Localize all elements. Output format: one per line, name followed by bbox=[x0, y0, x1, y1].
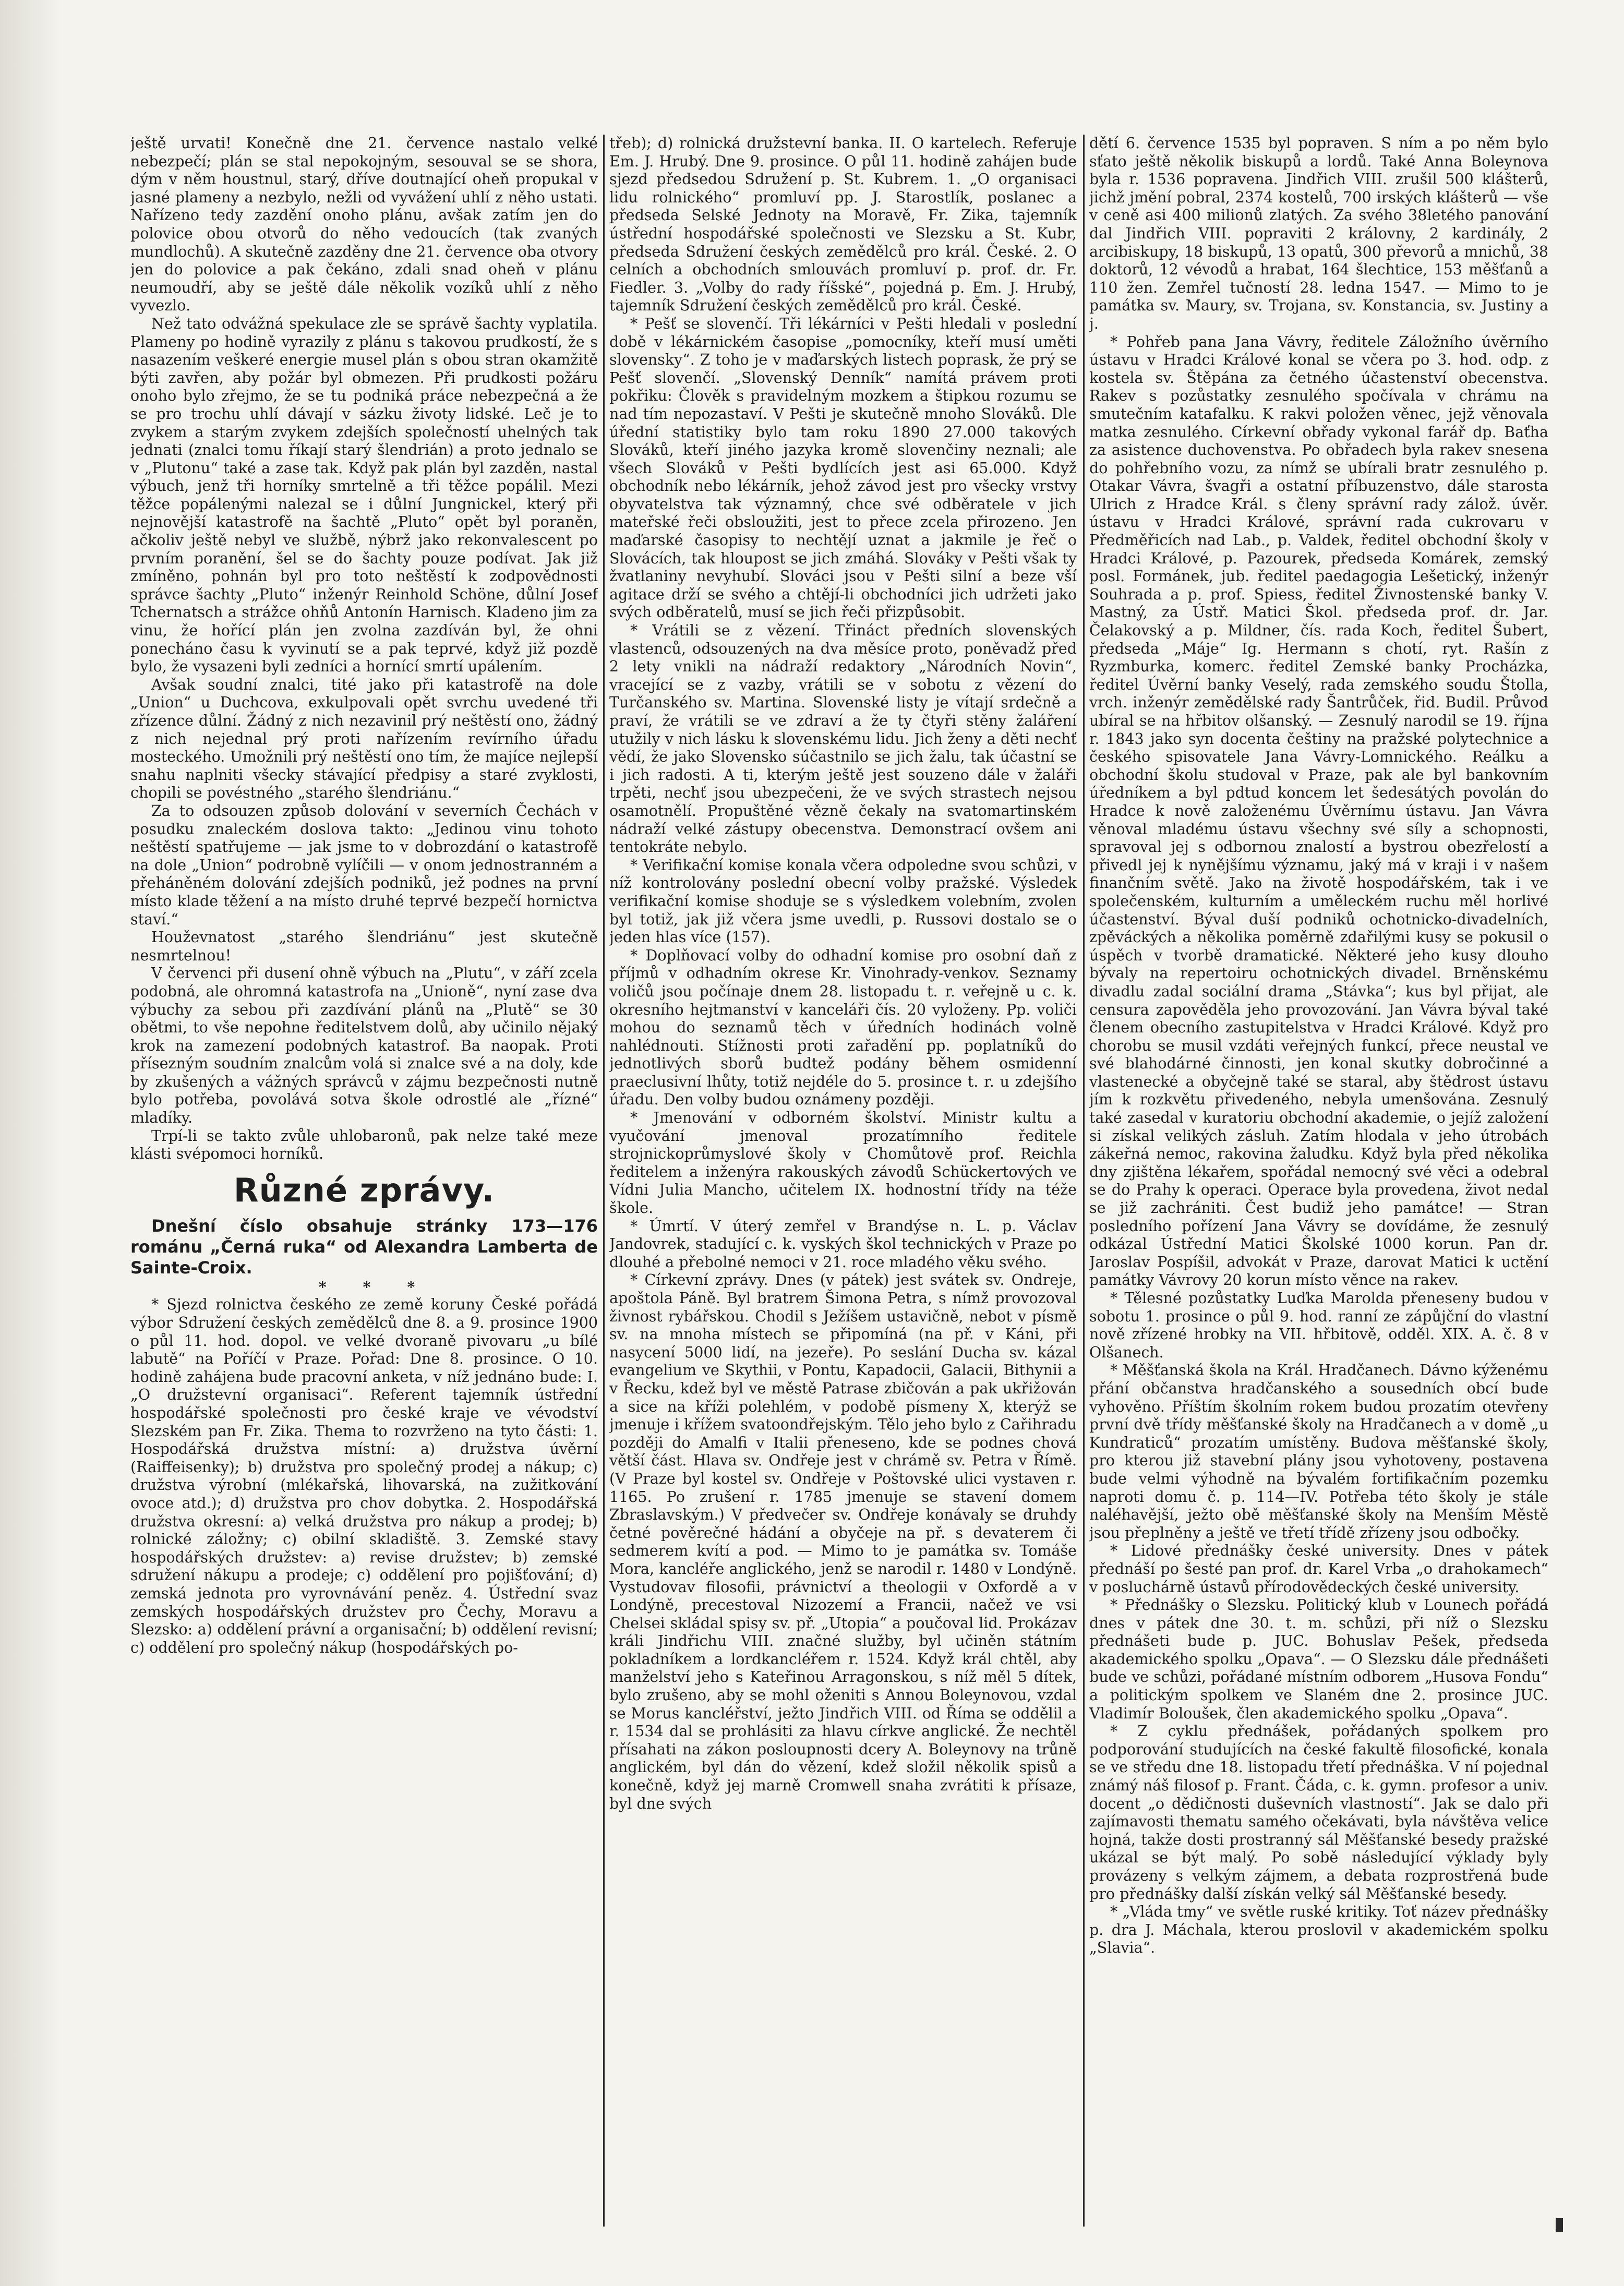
column-rule bbox=[1083, 135, 1085, 2227]
article-paragraph: Avšak soudní znalci, tité jako při katastrofě na dole „Union“ u Duchcova, exkulpovali opět svrchu uvedené tři zřízence důlní. Žádný z nich nezavinil prý neštěstí ono, žádný z nich nejednal prý proti nařízením revírního úřadu mosteckého. Umožnili prý neštěstí ono tím, že majíce nejlepší snahu naplniti všecky stávající předpisy a staré zvyklosti, chopili se povéstného „starého šlendriánu.“ bbox=[130, 676, 598, 802]
news-item: třeb); d) rolnická družstevní banka. II. O kartelech. Referuje Em. J. Hrubý. Dne 9. prosince. O půl 11. hodině zahájen bude sjezd předsedou Sdružení p. St. Kubrem. 1. „O organisaci lidu rolnického“ promluví pp. J. Starostlík, poslanec a předseda Selské Jednoty na Moravě, Fr. Zika, tajemník ústřední hospodářské společnosti ve Slezsku a St. Kubr, předseda Sdružení českých zemědělců pro král. České. 2. O celních a obchodních smlouvách promluví p. prof. dr. Fr. Fiedler. 3. „Volby do rady říšské“, pojedná p. Em. J. Hrubý, tajemník Sdružení českých zemědělců pro král. České. bbox=[609, 135, 1077, 315]
news-item: * Úmrtí. V úterý zemřel v Brandýse n. L. p. Václav Jandovrek, stadující c. k. vyských škol technických v Praze po dlouhé a přebolné nemoci v 21. roce mladého věku svého. bbox=[609, 1217, 1077, 1271]
news-item: * Pešť se slovenčí. Tři lékárníci v Pešti hledali v poslední době v lékárnickém časopise „pomocníky, kteří musí uměti slovensky“. Z toho je v maďarských listech poprask, že prý se Pešť slovenčí. „Slovenský Denník“ namítá právem proti pokřiku: Člověk s pravidelným mozkem a štipkou rozumu se nad tím nepozastaví. V Pešti je skutečně mnoho Slováků. Dle úřední statistiky bylo tam roku 1890 27.000 takových Slováků, kteří jiného jazyka kromě slovenčiny neznali; ale všech Slováků v Pešti bydlících jest asi 65.000. Když obchodník nebo lékárník, jehož závod jest pro všecky vrstvy obyvatelstva tak významný, chce své odběratele v jich mateřské řeči obsloužiti, jest to přece zcela přirozeno. Jen maďarské časopisy to nechtějí uznat a jakmile je řeč o Slovácích, tak hloupost se jich zmáhá. Slováky v Pešti však ty žvatlaniny nevyhubí. Slováci jsou v Pešti silní a beze vší agitace drží se svého a chtějí-li obchodníci jich udržeti jako svých odběratelů, musí se jich řeči přizpůsobit. bbox=[609, 315, 1077, 621]
article-paragraph: ještě urvati! Konečně dne 21. července nastalo velké nebezpečí; plán se stal nepokojným, sesouval se se shora, dým v něm houstnul, starý, dříve doutnající oheň propukal v jasné plameny a nezbylo, nežli od vyvážení uhlí z něho ustati. Nařízeno tedy zazdění onoho plánu, avšak zatím jen do polovice obou otvorů do něho vedoucích (tak zvaných mundlochů). A skutečně zazděny dne 21. července oba otvory jen do polovice a pak čekáno, zdali snad oheň v plánu neumoudří, aby se ještě dále několik vozíků uhlí z něho vyvezlo. bbox=[130, 135, 598, 315]
news-item: * Přednášky o Slezsku. Politický klub v Lounech pořádá dnes v pátek dne 30. t. m. schůzi, při níž o Slezsku přednášeti bude p. JUC. Bohuslav Pešek, předseda akademického spolku „Opava“. — O Slezsku dále přednášeti bude ve schůzi, pořádané místním odborem „Husova Fondu“ a politickým spolkem ve Slaném dne 2. prosince JUC. Vladimír Boloušek, člen akademického spolku „Opava“. bbox=[1089, 1596, 1548, 1722]
news-item: * Měšťanská škola na Král. Hradčanech. Dávno kýženému přání občanstva hradčanského a sousedních obcí bude vyhověno. Příštím školním rokem budou prozatím otevřeny první dvě třídy měšťanské školy na Hradčanech a v domě „u Kundraticů“ prozatím umístěny. Budova měšťanské školy, pro kterou již stavební plány jsou vyhotoveny, postavena bude velmi výhodně na bývalém fortifikačním pozemku naproti domu č. p. 114—IV. Potřeba této školy je stále naléhavější, ježto obě měšťanské školy na Menším Městě jsou přeplněny a ještě ve třetí třídě zřízeny jsou odbočky. bbox=[1089, 1362, 1548, 1542]
column-2 bbox=[609, 135, 1077, 2227]
column-rule bbox=[603, 135, 605, 2227]
separator-stars: * * * bbox=[318, 1278, 431, 1296]
article-paragraph: Houževnatost „starého šlendriánu“ jest skutečně nesmrtelnou! bbox=[130, 929, 598, 964]
news-item: dětí 6. července 1535 byl popraven. S ním a po něm bylo sťato ještě několik biskupů a lordů. Také Anna Boleynova byla r. 1536 popravena. Jindřich VIII. zrušil 500 klášterů, jichž jmění pobral, 2374 kostelů, 700 irských klášterů — vše v ceně asi 400 milionů zlatých. Za svého 38letého panování dal Jindřich VIII. popraviti 2 královny, 2 kardinály, 2 arcibiskupy, 18 biskupů, 13 opatů, 300 převorů a mnichů, 38 doktorů, 12 vévodů a hrabat, 164 šlechtice, 153 měšťanů a 110 žen. Zemřel tučností 28. ledna 1547. — Mimo to je památka sv. Maury, sv. Trojana, sv. Konstancia, sv. Justiny a j. bbox=[1089, 135, 1548, 332]
column-3 bbox=[1089, 135, 1548, 2227]
article-paragraph: V červenci při dusení ohně výbuch na „Plutu“, v září zcela podobná, ale ohromná katastrofa na „Unioně“, nyní zase dva výbuchy za sebou při zazdívání plánů na „Plutě“ se 30 obětmi, to vše nepohne ředitelstvem dolů, aby učinilo nějaký krok na zamezení podobných katastrof. Ba naopak. Proti přísezným soudním znalcům volá si znalce své a na doly, kde by zkušených a vážných správců v zájmu bezpečnosti nutně bylo potřeba, povolává sotva škole odrostlé ale „řízné“ mladíky. bbox=[130, 965, 598, 1127]
serial-notice: Dnešní číslo obsahuje stránky 173—176 románu „Černá ruka“ od Alexandra Lamberta de Sainte-Croix. bbox=[130, 1216, 598, 1278]
page-edge-shadow bbox=[0, 0, 63, 2286]
news-item: * Tělesné pozůstatky Luďka Marolda přeneseny budou v sobotu 1. prosince o půl 9. hod. ranní ze zápůjční do vlastní nově zřízené hrobky na VII. hřbitově, odděl. XIX. A. č. 8 v Olšanech. bbox=[1089, 1290, 1548, 1361]
column-1 bbox=[130, 135, 598, 2227]
news-item: * Vrátili se z vězení. Třináct předních slovenských vlastenců, odsouzených na dva měsíce proto, poněvadž před 2 lety vnikli na nádraží redaktory „Národních Novin“, vracející se z vazby, vrátili se v sobotu z vězení do Turčanského sv. Martina. Slovenské listy je vítají srdečně a praví, že vrátili se ve zdraví a že ty čtyři stěny žaláření utužily v nich lásku k slovenskému lidu. Jich ženy a děti nechť vědí, že jako Slovensko súčastnilo se jich žalu, tak účastní se i jich radosti. A ti, kterým ještě jest souzeno dále v žaláři trpěti, nechť jsou ubezpečeni, že ve svých strastech nejsou osamotnělí. Propuštěné vězně čekaly na svatomartinském nádraží velké zástupy obecenstva. Demonstrací ovšem ani tentokráte nebylo. bbox=[609, 622, 1077, 856]
section-heading: Různé zprávy. bbox=[233, 1171, 495, 1209]
news-item: * Lidové přednášky české university. Dnes v pátek přednáší po šesté pan prof. dr. Karel Vrba „o drahokamech“ v posluchárně ústavů přírodovědeckých české university. bbox=[1089, 1542, 1548, 1596]
article-paragraph: Za to odsouzen způsob dolování v severních Čechách v posudku znaleckém doslova takto: „Jedinou vinu tohoto neštěstí spatřujeme — jak jsme to v dobrozdání o katastrofě na dole „Union“ podrobně vylíčili — v onom jednostranném a přeháněném dolování zdejších podniků, jež podnes na první místo klade těžení a na místo druhé teprvé bezpečí hornictva staví.“ bbox=[130, 802, 598, 928]
article-paragraph: Trpí-li se takto zvůle uhlobaronů, pak nelze také meze klásti svépomoci horníků. bbox=[130, 1127, 598, 1163]
news-item: * Sjezd rolnictva českého ze země koruny České pořádá výbor Sdružení českých zemědělců dne 8. a 9. prosince 1900 o půl 11. hod. dopol. ve velké dvoraně pivovaru „u bílé labutě“ na Poříčí v Praze. Pořad: Dne 8. prosince. O 10. hodině zahájena bude pracovní anketa, v níž jednáno bude: I. „O družstevní organisaci“. Referent tajemník ústřední hospodářské společnosti pro české kraje ve vévodství Slezském pan Fr. Zika. Thema to rozvrženo na tyto části: 1. Hospodářská družstva místní: a) družstva úvěrní (Raiffeisenky); b) družstva pro společný prodej a nákup; c) družstva výrobní (mlékařská, lihovarská, na zužitkování ovoce atd.); d) družstva pro chov dobytka. 2. Hospodářská družstva okresní: a) velká družstva pro nákup a prodej; b) rolnické záložny; c) obilní skladiště. 3. Zemské stavy hospodářských družstev: a) revise družstev; b) zemské sdružení nákupu a prodeje; c) oddělení pro pojišťování; d) zemská jednota pro vyrovnávání peněz. 4. Ústřední svaz zemských hospodářských družstev pro Čechy, Moravu a Slezsko: a) oddělení právní a organisační; b) oddělení revisní; c) oddělení pro společný nákup (hospodářských po- bbox=[130, 1296, 598, 1656]
news-item: * Jmenování v odborném školství. Ministr kultu a vyučování jmenoval prozatímního ředitele strojnickoprůmyslové školy v Chomůtově prof. Reichla ředitelem a inženýra rakouských závodů Schückertových ve Vídni Julia Mancho, učitelem IX. hodnostní třídy na téže škole. bbox=[609, 1109, 1077, 1217]
corner-mark bbox=[1556, 2218, 1563, 2232]
article-paragraph: Než tato odvážná spekulace zle se správě šachty vyplatila. Plameny po hodině vyrazily z plánu s takovou prudkostí, že s nasazením veškeré energie musel plán s obou stran okamžitě býti zavřen, aby požár byl obmezen. Při prudkosti požáru onoho bylo zřejmo, že se tu podniká práce nebezpečná a že se pro trochu uhlí dávají v sázku životy lidské. Leč je to zvykem a starým zvykem zdejších společností uhelných tak jednati (znalci tomu říkají starý šlendrián) a proto jednalo se v „Plutonu“ také a zase tak. Když pak plán byl zazděn, nastal výbuch, jenž tři horníky smrtelně a tři těžce popálil. Mezi těžce popálenými nalezal se i důlní Jungnickel, který při nejnovější katastrofě na šachtě „Pluto“ opět byl poraněn, ačkoliv ještě nebyl ve službě, nýbrž jako rekonvalescent po prvním poranění, šel se do šachty pouze podívat. Jak již zmíněno, pohnán byl pro toto neštěstí k zodpovědnosti správce šachty „Pluto“ inženýr Reinhold Schöne, důlní Josef Tchernatsch a strážce ohňů Antonín Harnisch. Kladeno jim za vinu, že hořící plán jen zvolna zazdíván byl, že ohni ponecháno času k vyvinutí se a pak teprvé, když již pozdě bylo, že vysazeni byli zedníci a hornící smrtí upálením. bbox=[130, 315, 598, 676]
news-item: * „Vláda tmy“ ve světle ruské kritiky. Toť název přednášky p. dra J. Máchala, kterou proslovil v akademickém spolku „Slavia“. bbox=[1089, 1903, 1548, 1957]
news-item: * Církevní zprávy. Dnes (v pátek) jest svátek sv. Ondreje, apoštola Páně. Byl bratrem Šimona Petra, s nímž provozoval živnost rybářskou. Chodil s Ježíšem ustavičně, nebot v písmě sv. na mnoha místech se připomíná (na př. v Káni, při nasycení 5000 lidí, na jezeře). Po seslání Ducha sv. kázal evangelium ve Skythii, v Pontu, Kapadocii, Galacii, Bithynii a v Řecku, kdež byl ve městě Patrase zbičován a pak ukřižován a sice na kříži polehlém, v podobě písmeny X, kterýž se jmenuje i křížem svatoondřejským. Tělo jeho bylo z Cařihradu později do Amalfi v Italii přeneseno, kde se podnes chová větší část. Hlava sv. Ondřeje jest v chrámě sv. Petra v Římě. (V Praze byl kostel sv. Ondřeje v Poštovské ulici vystaven r. 1165. Po zrušení r. 1785 jmenuje se stavení domem Zbraslavským.) V předvečer sv. Ondřeje konávaly se druhdy četné pověrečné hádání a obyčeje na př. s devaterem či sedmerem kvítí a pod. — Mimo to je památka sv. Tomáše Mora, kancléře anglického, jenž se narodil r. 1480 v Londýně. Vystudovav filosofii, právnictví a theologii v Oxfordě a v Londýně, precestoval Nizozemí a Francii, načež ve vsi Chelsei skládal spisy sv. př. „Utopia“ a poučoval lid. Prokázav králi Jindřichu VIII. značné služby, byl učiněn státním pokladníkem a lordkancléřem r. 1524. Když král chtěl, aby manželství jeho s Kateřinou Arragonskou, s níž měl 5 dítek, bylo zrušeno, aby se mohl oženiti s Annou Boleynovou, vzdal se Morus kancléřství, ježto Jindřich VIII. od Říma se oddělil a r. 1534 dal se prohlásiti za hlavu církve anglické. Že nechtěl přísahati na zákon posloupnosti dcery A. Boleynovy na trůně anglickém, byl dán do vězení, kdež složil několik spisů a konečně, když jej marně Cromwell snaha zvrátiti k přísaze, byl dne svých bbox=[609, 1271, 1077, 1812]
news-item: * Z cyklu přednášek, pořádaných spolkem pro podporování studujících na české fakultě filosofické, konala se ve středu dne 18. listopadu třetí přednáška. V ní pojednal známý náš filosof p. Frant. Čáda, c. k. gymn. profesor a univ. docent „o dědičnosti duševních vlastností“. Jak se dalo při zajímavosti thematu samého očekávati, byla návštěva velice hojná, takže dosti prostranný sál Měšťanské besedy pražské ukázal se být malý. Po sobě následující výklady byly provázeny s velkým zájmem, a debata rozprostřená bude pro přednášky další získán velký sál Měšťanské besedy. bbox=[1089, 1723, 1548, 1903]
news-item: * Pohřeb pana Jana Vávry, ředitele Záložního úvěrního ústavu v Hradci Králové konal se včera po 3. hod. odp. z kostela sv. Štěpána za četného účastenství obecenstva. Rakev s pozůstatky zesnulého spočívala v chrámu na smutečním katafalku. K rakvi položen věnec, jejž věnovala matka zesnulého. Církevní obřady vykonal farář dp. Baťha za asistence duchovenstva. Po obřadech byla rakev snesena do pohřebního vozu, za nímž se ubírali bratr zesnulého p. Otakar Vávra, švagři a ostatní příbuzenstvo, dále starosta Ulrich z Hradce Král. s členy správní rady zálož. úvěr. ústavu v Hradci Králové, správní rada cukrovaru v Předměřicích nad Lab., p. Valdek, ředitel obchodní školy v Hradci Králové, p. Pazourek, předseda Komárek, zemský posl. Formánek, jub. ředitel paedagogia Lešetický, inženýr Souhrada a p. prof. Spiess, ředitel Živnostenské banky V. Mastný, za Ústř. Matici Škol. předseda prof. dr. Jar. Čelakovský a p. Mildner, čís. rada Koch, ředitel Šubert, předseda „Máje“ Ig. Hermann s chotí, ryt. Rašín z Ryzmburka, komerc. ředitel Zemské banky Procházka, ředitel Úvěrní banky Veselý, rada zemského soudu Štolla, vrch. inženýr zemědělské rady Šantrůček, řid. Budil. Průvod ubíral se na hřbitov olšanský. — Zesnulý narodil se 19. října r. 1843 jako syn docenta češtiny na pražské polytechnice a českého spisovatele Jana Vávry-Lomnického. Reálku a obchodní školu studoval v Praze, pak ale byl bankovním úředníkem a byl pdtud koncem let šedesátých povolán do Hradce k nově založenému Úvěrnímu ústavu. Jan Vávra věnoval mladému ústavu všechny své síly a schopnosti, spravoval jej s odbornou znalostí a bystrou obezřelostí a přivedl jej k nynějšímu významu, jaký má v kraji i v našem finančním světě. Jako na životě hospodářském, tak i ve společenském, kulturním a uměleckém ruchu měl horlivé účastenství. Býval duší podniků ochotnicko-divadelních, zpěváckých a několika poměrně zdařilými kusy se pokusil o úspěch v tvorbě dramatické. Některé jeho kusy dlouho bývaly na repertoiru ochotnických divadel. Brněnskému divadlu zadal sociální drama „Stávka“; kus byl přijat, ale censura zapověděla jeho provozování. Jan Vávra býval také členem obecního zastupitelstva v Hradci Králové. Když pro chorobu se musil vzdáti veřejných funkcí, přece neustal ve své blahodárné činnosti, jen konal skutky dobročinné a vlastenecké a obyčejně také se staral, aby štědrost ústavu jím k rozkvětu přivedeného, nebyla umenšována. Zesnulý také zasedal v kuratoriu obchodní akademie, o jejíž založení si získal velikých zásluh. Zatím hlodala v jeho útrobách zákeřná nemoc, rakovina žaludku. Když byla před několika dny zjištěna lékařem, spořádal nemocný své věci a odebral se do Prahy k operaci. Operace byla provedena, život nedal se již zachrániti. Čest budiž jeho památce! — Stran posledního pořízení Jana Vávry se dovídáme, že zesnulý odkázal Ústřední Matici Školské 1000 korun. Pan dr. Jaroslav Pospíšil, advokát v Praze, darovat Matici k uctění památky Vávrovy 20 korun místo věnce na rakev. bbox=[1089, 333, 1548, 1289]
news-item: * Verifikační komise konala včera odpoledne svou schůzi, v níž kontrolovány poslední obecní volby pražské. Výsledek verifikační komise shoduje se s výsledkem volebním, zvolen byl totiž, jak již včera jsme uvedli, p. Russovi dostalo se o jeden hlas více (157). bbox=[609, 856, 1077, 946]
news-item: * Doplňovací volby do odhadní komise pro osobní daň z příjmů v odhadním okrese Kr. Vinohrady-venkov. Seznamy voličů jsou počínaje dnem 28. listopadu t. r. veřejně u c. k. okresního hejtmanství v kanceláři čís. 20 vyloženy. Pp. voliči mohou do seznamů těch v úředních hodinách volně nahlédnouti. Stížnosti proti zařadění pp. poplatníků do jednotlivých sborů budtež podány během osmidenní praeclusivní lhůty, totiž nejdéle do 5. prosince t. r. u zdejšího úřadu. Den volby budou oznámeny později. bbox=[609, 946, 1077, 1109]
